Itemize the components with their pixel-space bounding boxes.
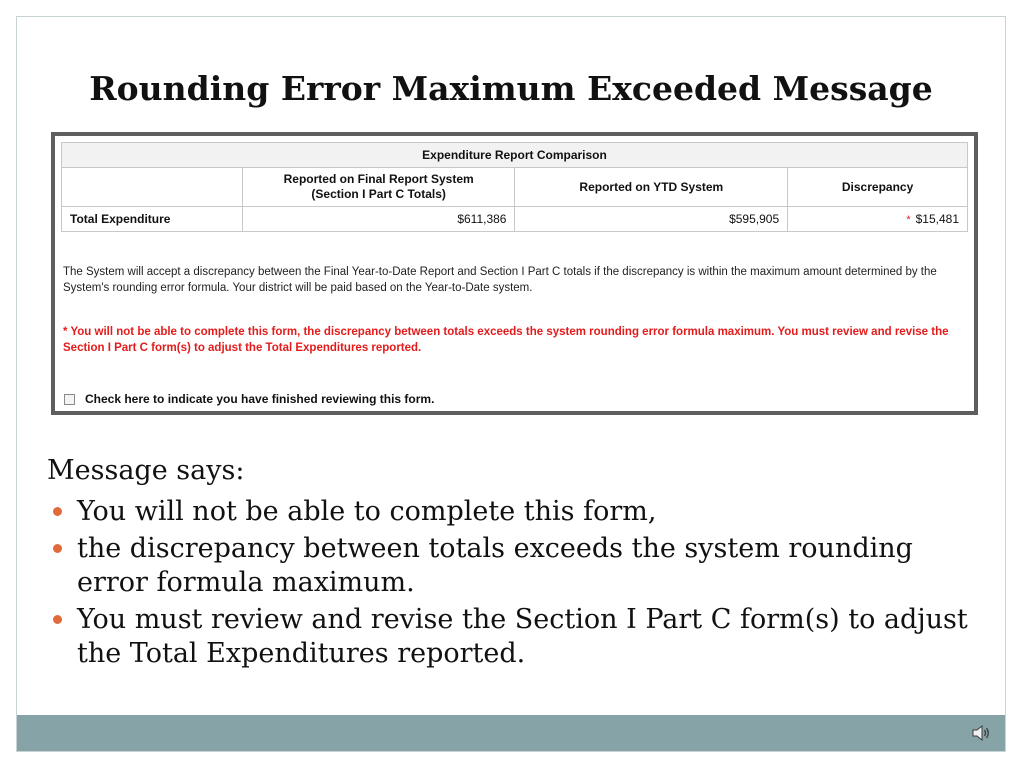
header-ytd: Reported on YTD System [515,168,788,207]
list-item [47,603,977,671]
header-blank [62,168,243,207]
report-screenshot [51,132,978,415]
table-row [62,207,968,232]
bullet-text: the discrepancy between totals exceeds the system rounding error formula maximum. [77,533,913,598]
speaker-icon[interactable] [971,723,991,743]
discrepancy-value: $15,481 [915,212,959,226]
review-checkbox-row[interactable] [64,392,434,406]
header-final-report [242,168,515,207]
row-label: Total Expenditure [62,207,243,232]
expenditure-comparison-table [61,142,968,232]
bullet-icon [53,544,62,553]
info-text: The System will accept a discrepancy between the Final Year-to-Date Report and Section I Part C totals if the discrepancy is within the maximum amount determined by the System's rounding error formula. Your district will be paid based on the Year-to-Date system. [63,266,937,294]
message-heading: Message says: [47,455,245,486]
bullet-text: You will not be able to complete this form, [77,496,657,527]
final-value: $611,386 [242,207,515,232]
review-checkbox-label[interactable]: Check here to indicate you have finished reviewing this form. [85,392,435,406]
ytd-value: $595,905 [515,207,788,232]
discrepancy-cell [788,207,968,232]
bullet-icon [53,615,62,624]
list-item [47,532,977,600]
table-caption: Expenditure Report Comparison [62,143,968,168]
header-final-line2: (Section I Part C Totals) [311,187,446,201]
message-bullets [47,495,977,674]
header-final-line1: Reported on Final Report System [283,172,474,186]
slide [16,16,1006,752]
review-checkbox[interactable] [64,394,75,405]
list-item [47,495,977,529]
bullet-text: You must review and revise the Section I Part C form(s) to adjust the Total Expenditures reported. [77,604,968,669]
warning-text: * You will not be able to complete this form, the discrepancy between totals exceeds the system rounding error formula maximum. You must review and revise the Section I Part C form(s) to adjust the Total Expenditures reported. [63,326,949,354]
bullet-icon [53,507,62,516]
discrepancy-flag: * [906,214,911,226]
header-discrepancy: Discrepancy [788,168,968,207]
footer-bar [17,715,1005,751]
slide-title: Rounding Error Maximum Exceeded Message [89,69,933,108]
